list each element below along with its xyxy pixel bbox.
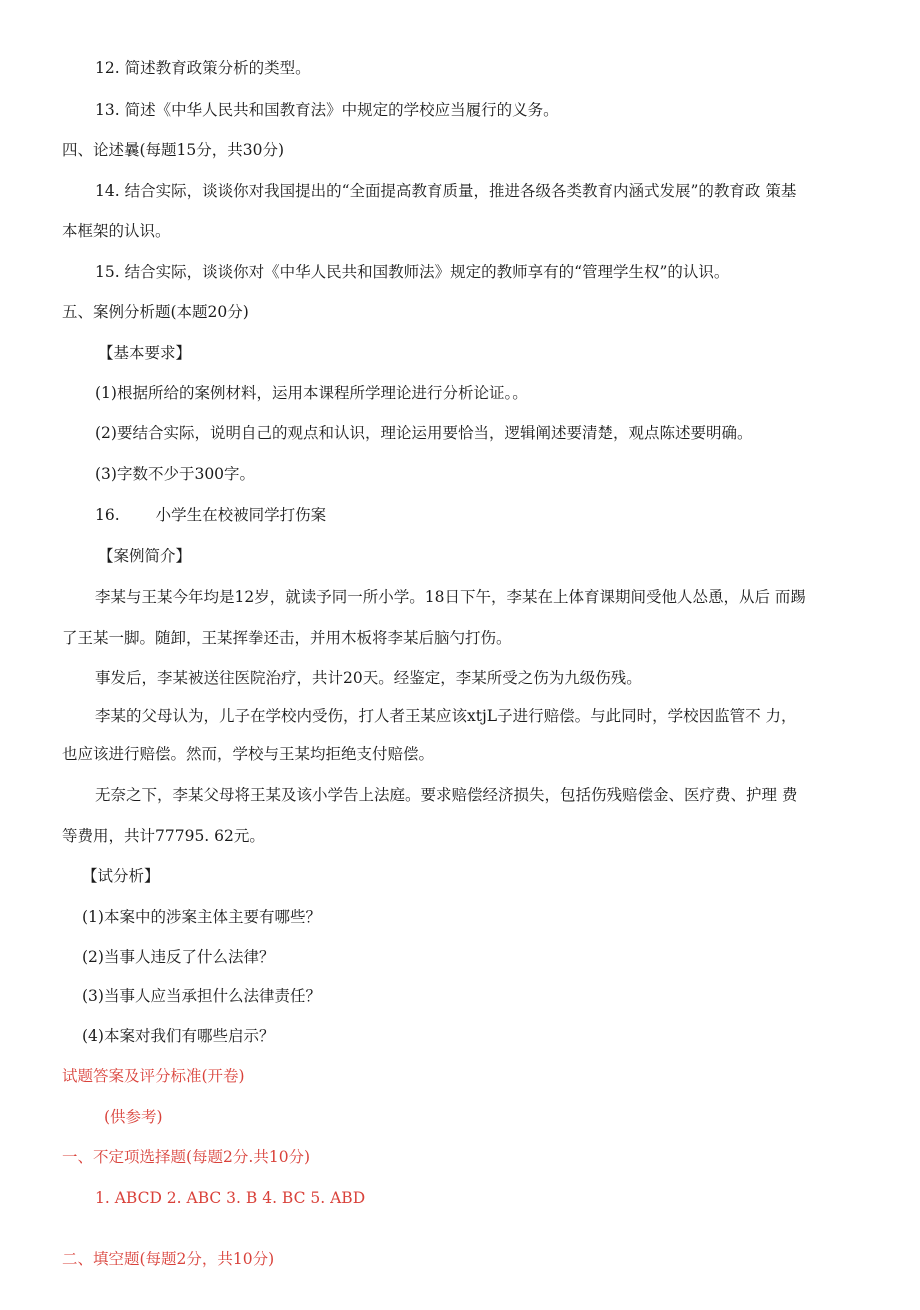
case-para-4-line-2: 等费用，共计77795. 62元。 (62, 827, 265, 845)
case-para-1-line-1: 李某与王某今年均是12岁，就读予同一所小学。18日下午，李某在上体育课期间受他人怂恿，从后 而踢 (95, 588, 806, 606)
analysis-question-1: (1)本案中的涉案主体主要有哪些？ (82, 908, 321, 926)
requirement-3: (3)字数不少于300字。 (95, 465, 256, 483)
case-intro-heading: 【案例简介】 (98, 547, 192, 565)
question-12: 12. 简述教育政策分析的类型。 (95, 59, 311, 77)
analysis-heading: 【试分析】 (82, 867, 160, 885)
question-14-line-1: 14. 结合实际，谈谈你对我国提出的“全面提高教育质量，推进各级各类教育内涵式发展”的教育政 策基 (95, 182, 797, 200)
case-para-3-line-2: 也应该进行赔偿。然而，学校与王某均拒绝支付赔偿。 (62, 745, 435, 763)
analysis-question-2: (2)当事人违反了什么法律？ (82, 948, 275, 966)
answer-section-1-key: 1. ABCD 2. ABC 3. B 4. BC 5. ABD (95, 1189, 366, 1207)
question-14-line-2: 本框架的认识。 (62, 222, 171, 240)
answers-subtitle: (供参考) (104, 1108, 163, 1126)
requirement-1: (1)根据所给的案例材料，运用本课程所学理论进行分析论证。。 (95, 384, 528, 402)
answer-section-2-heading: 二、填空题(每题2分，共10分) (62, 1250, 275, 1268)
case-para-3-line-1: 李某的父母认为，儿子在学校内受伤，打人者王某应该xtjL子进行赔偿。与此同时，学校因监管不 力， (95, 707, 797, 725)
answers-title: 试题答案及评分标准(开卷) (62, 1067, 245, 1085)
requirement-2: (2)要结合实际，说明自己的观点和认识，理论运用要恰当，逻辑阐述要清楚，观点陈述要明确。 (95, 424, 753, 442)
section-5-heading: 五、案例分析题(本题20分) (62, 303, 249, 321)
basic-requirements-heading: 【基本要求】 (98, 344, 192, 362)
case-para-2: 事发后，李某被送往医院治疗，共计20天。经鉴定，李某所受之伤为九级伤残。 (95, 669, 642, 687)
question-13: 13. 简述《中华人民共和国教育法》中规定的学校应当履行的义务。 (95, 101, 559, 119)
question-15: 15. 结合实际，谈谈你对《中华人民共和国教师法》规定的教师享有的“管理学生权”的认识。 (95, 263, 730, 281)
analysis-question-3: (3)当事人应当承担什么法律责任？ (82, 987, 321, 1005)
case-para-4-line-1: 无奈之下，李某父母将王某及该小学告上法庭。要求赔偿经济损失，包括伤残赔偿金、医疗费、护理 费 (95, 786, 798, 804)
answer-section-1-heading: 一、不定项选择题(每题2分.共10分) (62, 1148, 311, 1166)
analysis-question-4: (4)本案对我们有哪些启示？ (82, 1027, 275, 1045)
case-para-1-line-2: 了王某一脚。随卸，王某挥拳还击，并用木板将李某后脑勺打伤。 (62, 629, 512, 647)
section-4-heading: 四、论述曩(每题15分，共30分) (62, 141, 285, 159)
case-16-title: 16. 小学生在校被同学打伤案 (95, 506, 327, 524)
